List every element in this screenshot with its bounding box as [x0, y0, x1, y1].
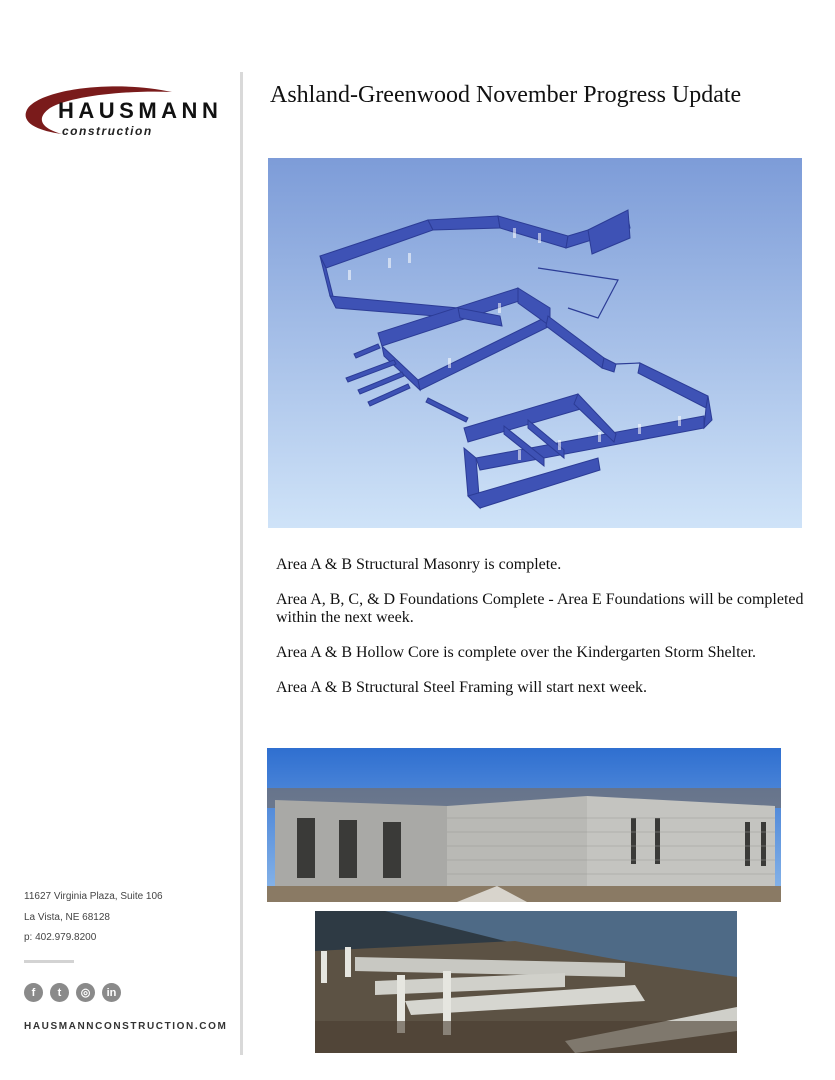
sidebar-divider [240, 72, 243, 1055]
instagram-icon[interactable]: ◎ [76, 983, 95, 1002]
contact-address: 11627 Virginia Plaza, Suite 106 [24, 891, 163, 902]
linkedin-icon[interactable]: in [102, 983, 121, 1002]
logo-subtitle: construction [62, 124, 153, 138]
update-item: Area A & B Structural Masonry is complete. [276, 556, 562, 573]
hausmann-logo [22, 84, 222, 146]
structural-model-rendering [268, 158, 802, 528]
social-links [24, 983, 121, 1002]
page-title: Ashland-Greenwood November Progress Update [270, 82, 742, 108]
contact-phone: p: 402.979.8200 [24, 932, 97, 943]
website-link[interactable]: HAUSMANNCONSTRUCTION.COM [24, 1021, 228, 1032]
logo-wordmark: HAUSMANN [58, 98, 223, 123]
contact-info [24, 890, 224, 952]
contact-rule [24, 960, 74, 963]
contact-city: La Vista, NE 68128 [24, 911, 110, 923]
masonry-building-photo [267, 748, 781, 902]
progress-notes [276, 556, 806, 714]
twitter-icon[interactable]: t [50, 983, 69, 1002]
update-item: Area A & B Hollow Core is complete over the Kindergarten Storm Shelter. [276, 644, 757, 661]
update-item: Area A & B Structural Steel Framing will start next week. [276, 679, 648, 696]
facebook-icon[interactable]: f [24, 983, 43, 1002]
update-item: Area A, B, C, & D Foundations Complete - Area E Foundations will be completed within the next week. [276, 591, 804, 626]
foundation-walls-photo [315, 911, 737, 1053]
